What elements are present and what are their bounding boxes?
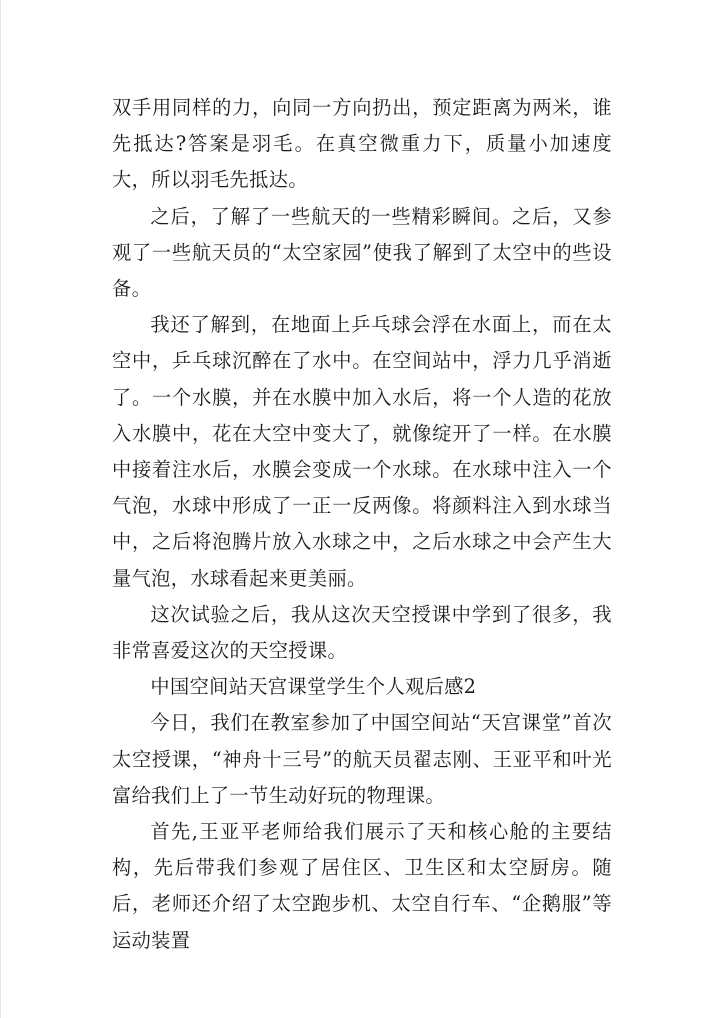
paragraph-aerospace-moments: 之后，了解了一些航天的一些精彩瞬间。之后，又参观了一些航天员的“太空家园”使我了解到了太空中的些设备。: [112, 204, 612, 301]
paragraph-ping-pong-experiment: 我还了解到，在地面上乒乓球会浮在水面上，而在太空中，乒乓球沉醉在了水中。在空间站中，浮力几乎消逝了。一个水膜，并在水膜中加入水后，将一个人造的花放入水膜中，花在大空中变大了，就像绽开了一样。在水膜中接着注水后，水膜会变成一个水球。在水球中注入一个气泡，水球中形成了一正一反两像。将颜料注入到水球当中，之后将泡腾片放入水球之中，之后水球之中会产生大量气泡，水球看起来更美丽。: [112, 313, 612, 590]
paragraph-core-module-tour: 首先,王亚平老师给我们展示了天和核心舱的主要结构，先后带我们参观了居住区、卫生区和太空厨房。随后，老师还介绍了太空跑步机、太空自行车、“企鹅服”等运动装置: [112, 820, 612, 952]
paragraph-lesson-intro: 今日，我们在教室参加了中国空间站“天宫课堂”首次太空授课，“神舟十三号”的航天员翟志刚、王亚平和叶光富给我们上了一节生动好玩的物理课。: [112, 711, 612, 807]
paragraph-continuation: 双手用同样的力，向同一方向扔出，预定距离为两米，谁先抵达?答案是羽毛。在真空微重力下，质量小加速度大，所以羽毛先抵达。: [112, 96, 612, 192]
paragraph-reflection: 这次试验之后，我从这次天空授课中学到了很多，我非常喜爱这次的天空授课。: [112, 602, 612, 663]
document-body: [112, 90, 612, 959]
section-heading: 中国空间站天宫课堂学生个人观后感2: [150, 675, 477, 699]
